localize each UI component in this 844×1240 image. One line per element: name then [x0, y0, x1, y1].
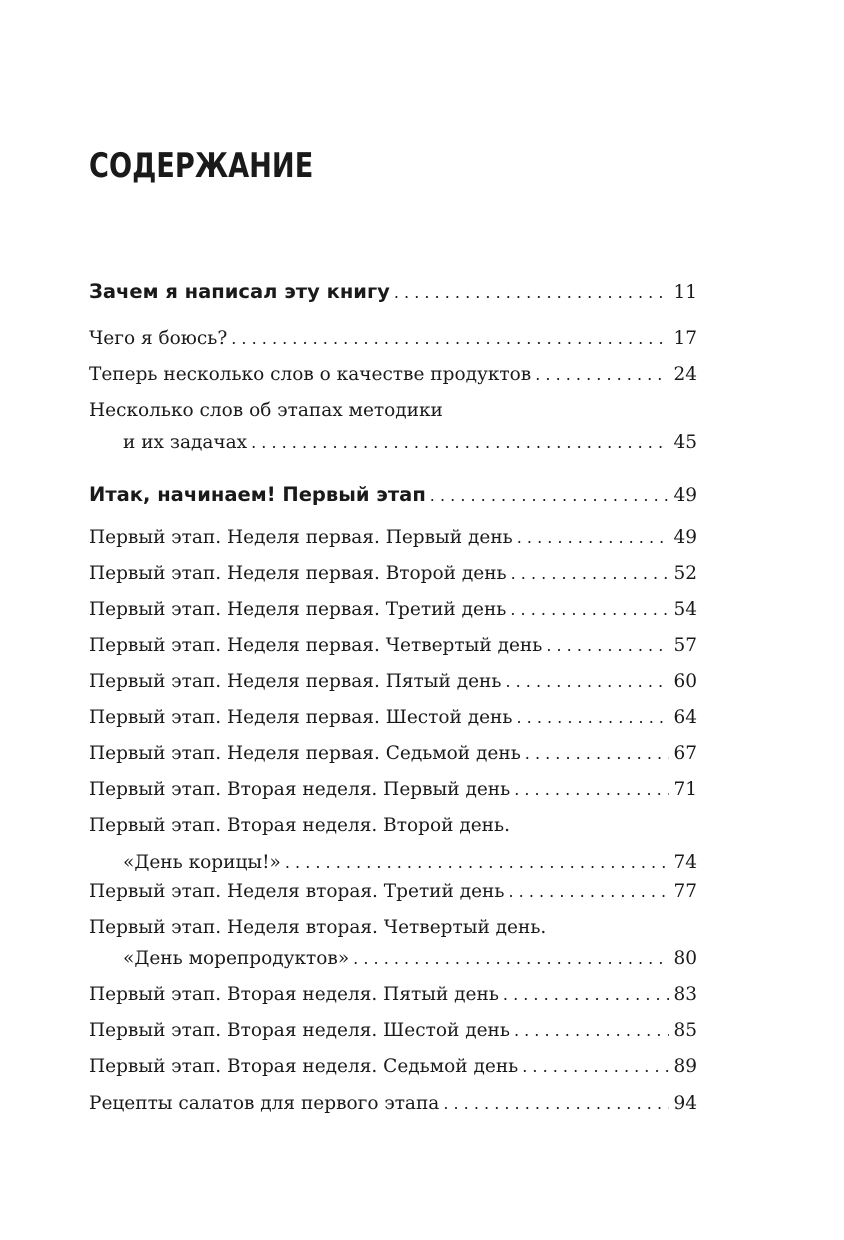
dot-leader [505, 669, 669, 695]
toc-entry-title: Первый этап. Неделя вторая. Четвертый день. [89, 917, 547, 938]
toc-entry[interactable] [89, 1091, 697, 1117]
toc-entry-title: Рецепты салатов для первого этапа [89, 1093, 440, 1114]
dot-leader [511, 561, 669, 587]
toc-entry[interactable] [89, 1018, 697, 1044]
toc-entry-title: Первый этап. Неделя первая. Пятый день [89, 671, 502, 692]
toc-entry-title: Первый этап. Вторая неделя. Шестой день [89, 1020, 510, 1041]
toc-entry[interactable] [89, 879, 697, 905]
dot-leader [231, 326, 669, 352]
toc-entry-title: Первый этап. Вторая неделя. Седьмой день [89, 1056, 519, 1077]
toc-section[interactable] [89, 482, 697, 509]
toc-section[interactable] [89, 279, 697, 306]
toc-entry[interactable] [89, 741, 697, 767]
dot-leader [522, 1054, 669, 1080]
page-title: СОДЕРЖАНИЕ [89, 146, 314, 186]
toc-page-number: 52 [673, 563, 697, 584]
dot-leader [394, 280, 669, 306]
toc-entry[interactable] [89, 597, 697, 623]
toc-page-number: 11 [673, 282, 697, 303]
toc-page-number: 67 [673, 743, 697, 764]
toc-entry-title: Первый этап. Неделя первая. Первый день [89, 527, 513, 548]
toc-page-number: 64 [673, 707, 697, 728]
toc-entry[interactable] [89, 915, 697, 972]
toc-page-number: 54 [673, 599, 697, 620]
toc-page-number: 45 [673, 432, 697, 453]
toc-entry[interactable] [89, 326, 697, 352]
dot-leader [525, 741, 669, 767]
toc-entry-title-continuation: «День корицы!» [123, 852, 281, 873]
toc-entry-title: Зачем я написал эту книгу [89, 280, 390, 303]
toc-entry-title: Первый этап. Неделя первая. Третий день [89, 599, 507, 620]
toc-page-number: 49 [673, 527, 697, 548]
toc-page-number: 71 [673, 779, 697, 800]
toc-page-number: 74 [673, 852, 697, 873]
toc-entry-title: Чего я боюсь? [89, 328, 228, 349]
dot-leader [443, 1091, 669, 1117]
dot-leader [517, 525, 669, 551]
toc-entry[interactable] [89, 669, 697, 695]
toc-entry-title: Теперь несколько слов о качестве продуктов [89, 364, 532, 385]
toc-entry-title: Первый этап. Неделя вторая. Третий день [89, 881, 505, 902]
toc-entry-title: Первый этап. Неделя первая. Четвертый день [89, 635, 543, 656]
toc-entry[interactable] [89, 705, 697, 731]
toc-page-number: 80 [673, 948, 697, 969]
toc-entry[interactable] [89, 525, 697, 551]
toc-entry-title-continuation: «День морепродуктов» [123, 948, 350, 969]
dot-leader [514, 1018, 669, 1044]
toc-entry[interactable] [89, 982, 697, 1008]
toc-entry-title: Первый этап. Неделя первая. Шестой день [89, 707, 513, 728]
toc-entry[interactable] [89, 1054, 697, 1080]
dot-leader [535, 362, 669, 388]
toc-page-number: 24 [673, 364, 697, 385]
toc-entry-title: Несколько слов об этапах методики [89, 400, 443, 421]
toc-entry-title-continuation: и их задачах [123, 432, 248, 453]
dot-leader [510, 597, 669, 623]
dot-leader [503, 982, 669, 1008]
toc-page-number: 57 [673, 635, 697, 656]
toc-entry[interactable] [89, 362, 697, 388]
toc-page-number: 89 [673, 1056, 697, 1077]
toc-entry-title: Первый этап. Неделя первая. Седьмой день [89, 743, 521, 764]
toc-page-number: 83 [673, 984, 697, 1005]
dot-leader [353, 946, 669, 972]
toc-entry-title: Первый этап. Вторая неделя. Второй день. [89, 815, 510, 836]
dot-leader [514, 777, 669, 803]
dot-leader [251, 430, 669, 456]
toc-page-number: 85 [673, 1020, 697, 1041]
toc-page-number: 60 [673, 671, 697, 692]
toc-entry[interactable] [89, 813, 697, 876]
dot-leader [516, 705, 669, 731]
toc-entry[interactable] [89, 398, 697, 456]
toc-entry[interactable] [89, 777, 697, 803]
dot-leader [508, 879, 669, 905]
toc-entry-title: Первый этап. Вторая неделя. Пятый день [89, 984, 499, 1005]
toc-entry[interactable] [89, 633, 697, 659]
toc-page-number: 49 [673, 485, 697, 506]
toc-entry-title: Первый этап. Вторая неделя. Первый день [89, 779, 511, 800]
toc-entry-title: Итак, начинаем! Первый этап [89, 483, 426, 506]
toc-page-number: 17 [673, 328, 697, 349]
dot-leader [285, 850, 669, 876]
toc-page-number: 94 [673, 1093, 697, 1114]
dot-leader [430, 483, 669, 509]
dot-leader [546, 633, 669, 659]
toc-entry-title: Первый этап. Неделя первая. Второй день [89, 563, 507, 584]
toc-entry[interactable] [89, 561, 697, 587]
toc-page-number: 77 [673, 881, 697, 902]
